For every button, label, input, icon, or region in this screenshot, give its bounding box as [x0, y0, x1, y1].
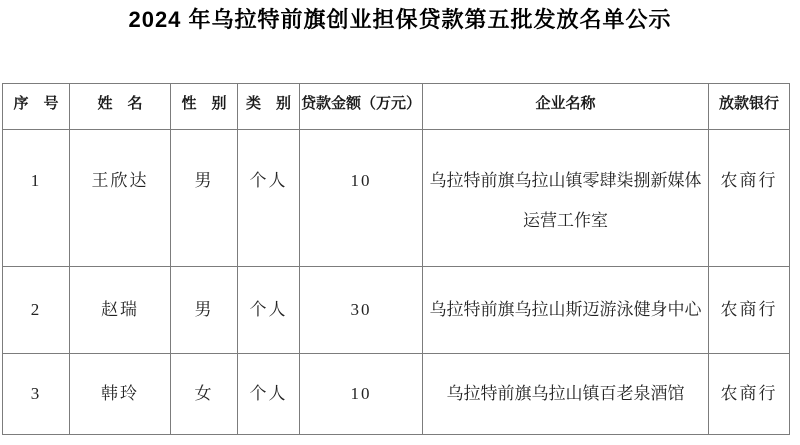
table-cell: 个人: [238, 354, 300, 435]
table-cell: 乌拉特前旗乌拉山镇零肆柒捌新媒体运营工作室: [423, 130, 709, 267]
table-cell: 男: [171, 130, 238, 267]
table-cell: 2: [3, 267, 70, 354]
header-cell-5: 企业名称: [423, 84, 709, 130]
table-cell: 3: [3, 354, 70, 435]
header-cell-3: 类 别: [238, 84, 300, 130]
table-cell: 乌拉特前旗乌拉山镇百老泉酒馆: [423, 354, 709, 435]
table-cell: 乌拉特前旗乌拉山斯迈游泳健身中心: [423, 267, 709, 354]
header-cell-0: 序 号: [3, 84, 70, 130]
table-row: [3, 130, 790, 267]
table-cell: 王欣达: [70, 130, 171, 267]
table-cell: 女: [171, 354, 238, 435]
table-cell: 1: [3, 130, 70, 267]
table-cell: 男: [171, 267, 238, 354]
table-cell: 30: [300, 267, 423, 354]
table-body: [3, 130, 790, 435]
table-row: [3, 354, 790, 435]
header-cell-1: 姓 名: [70, 84, 171, 130]
header-cell-4: 贷款金额（万元）: [300, 84, 423, 130]
table-cell: 个人: [238, 267, 300, 354]
table-cell: 农商行: [709, 130, 790, 267]
header-cell-2: 性 别: [171, 84, 238, 130]
table-cell: 赵瑞: [70, 267, 171, 354]
table-cell: 10: [300, 354, 423, 435]
table-header-row: [3, 84, 790, 130]
table-row: [3, 267, 790, 354]
header-cell-6: 放款银行: [709, 84, 790, 130]
table-cell: 农商行: [709, 267, 790, 354]
table-cell: 10: [300, 130, 423, 267]
table-cell: 韩玲: [70, 354, 171, 435]
table-head: [3, 84, 790, 130]
table-cell: 个人: [238, 130, 300, 267]
page-title: 2024 年乌拉特前旗创业担保贷款第五批发放名单公示: [128, 7, 672, 32]
loan-list-table: [2, 83, 790, 435]
table-cell: 农商行: [709, 354, 790, 435]
